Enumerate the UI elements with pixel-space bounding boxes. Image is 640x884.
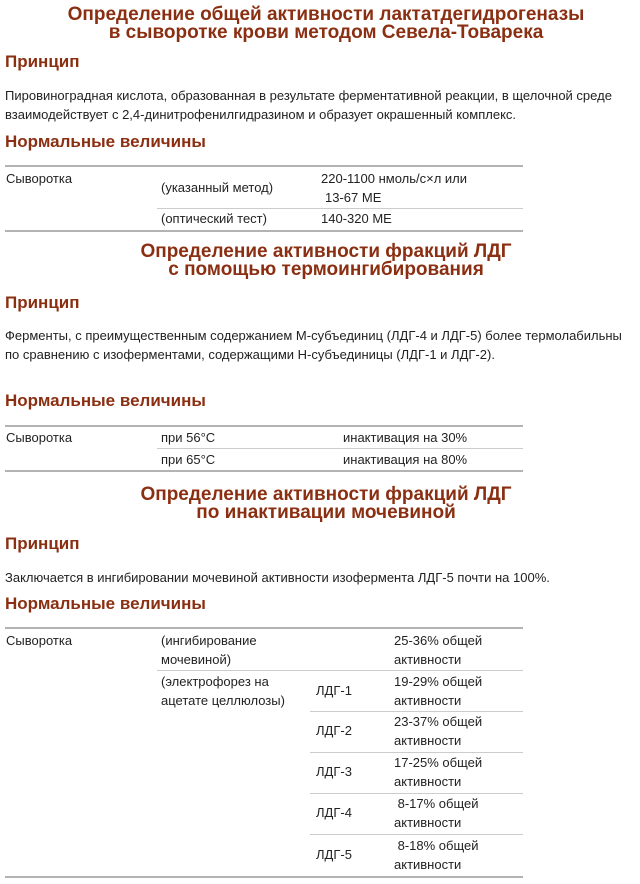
- table-top-rule: [5, 425, 523, 427]
- table-method-cell: (оптический тест): [161, 211, 267, 226]
- section3-title: [0, 486, 640, 522]
- table-value-cell: 13-67 МЕ: [325, 190, 382, 205]
- section3-principle-heading: Принцип: [5, 534, 80, 553]
- table-method-cell: ацетате целлюлозы): [161, 693, 285, 708]
- section3-norm-heading: Нормальные величины: [5, 594, 206, 613]
- table-sample-cell: Сыворотка: [6, 171, 73, 186]
- table-fraction-cell: ЛДГ-2: [316, 723, 352, 738]
- table-method-cell: (ингибирование: [161, 633, 257, 648]
- section1-title-line1: Определение общей активности лактатдегидрогеназы: [67, 4, 585, 25]
- table-bottom-rule: [5, 230, 523, 232]
- table-fraction-cell: ЛДГ-1: [316, 683, 352, 698]
- table-row-divider: [310, 834, 523, 835]
- table-temp-cell: при 56°С: [161, 430, 216, 445]
- section1-title-line2: в сыворотке крови методом Севела-Товарека: [108, 22, 544, 43]
- section2-principle-text: Ферменты, с преимущественным содержанием М-субъединиц (ЛДГ-4 и ЛДГ-5) более термолабильны по сравнению с изоферментами, содержащими Н-субъединицы (ЛДГ-1 и ЛДГ-2).: [5, 328, 622, 362]
- table-temp-cell: при 65°С: [161, 452, 216, 467]
- table-value-cell: 23-37% общей: [394, 714, 483, 729]
- table-method-cell: мочевиной): [161, 652, 232, 667]
- section2-title-line1: Определение активности фракций ЛДГ: [140, 241, 512, 262]
- section1-title: [0, 6, 640, 42]
- table-value-cell: активности: [394, 857, 462, 872]
- section3-title-line2: по инактивации мочевиной: [196, 502, 456, 523]
- table-fraction-cell: ЛДГ-3: [316, 764, 352, 779]
- section1-norm-heading: Нормальные величины: [5, 132, 206, 151]
- table-fraction-cell: ЛДГ-4: [316, 805, 352, 820]
- table-value-cell: активности: [394, 815, 462, 830]
- section3-title-line1: Определение активности фракций ЛДГ: [140, 484, 512, 505]
- table-top-rule: [5, 627, 523, 629]
- table-value-cell: активности: [394, 733, 462, 748]
- table-bottom-rule: [5, 470, 523, 472]
- section3-principle-text: Заключается в ингибировании мочевиной активности изофермента ЛДГ-5 почти на 100%.: [5, 570, 550, 585]
- table-row-divider: [157, 670, 523, 671]
- table-fraction-cell: ЛДГ-5: [316, 847, 352, 862]
- table-value-cell: активности: [394, 652, 462, 667]
- table-sample-cell: Сыворотка: [6, 633, 73, 648]
- table-method-cell: (указанный метод): [161, 180, 274, 195]
- table-sample-cell: Сыворотка: [6, 430, 73, 445]
- table-value-cell: 140-320 МЕ: [321, 211, 392, 226]
- section2-principle-heading: Принцип: [5, 293, 80, 312]
- table-value-cell: инактивация на 80%: [343, 452, 468, 467]
- section1-principle-text: Пировиноградная кислота, образованная в результате ферментативной реакции, в щелочной среде взаимодействует с 2,4-динитрофенилгидразином и образует окрашенный комплекс.: [5, 88, 612, 122]
- table-value-cell: 19-29% общей: [394, 674, 483, 689]
- table-value-cell: 25-36% общей: [394, 633, 483, 648]
- table-value-cell: инактивация на 30%: [343, 430, 468, 445]
- table-method-cell: (электрофорез на: [161, 674, 269, 689]
- table-top-rule: [5, 165, 523, 167]
- table-value-cell: активности: [394, 774, 462, 789]
- section2-title-line2: с помощью термоингибирования: [168, 259, 484, 280]
- table-value-cell: 8-17% общей: [394, 796, 479, 811]
- table-value-cell: 220-1100 нмоль/с×л или: [321, 171, 468, 186]
- table-row-divider: [157, 448, 523, 449]
- section2-norm-heading: Нормальные величины: [5, 391, 206, 410]
- table-value-cell: 8-18% общей: [394, 838, 479, 853]
- table-bottom-rule: [5, 876, 523, 878]
- table-value-cell: 17-25% общей: [394, 755, 483, 770]
- section2-title: [0, 243, 640, 279]
- section1-principle-heading: Принцип: [5, 52, 80, 71]
- table-value-cell: активности: [394, 693, 462, 708]
